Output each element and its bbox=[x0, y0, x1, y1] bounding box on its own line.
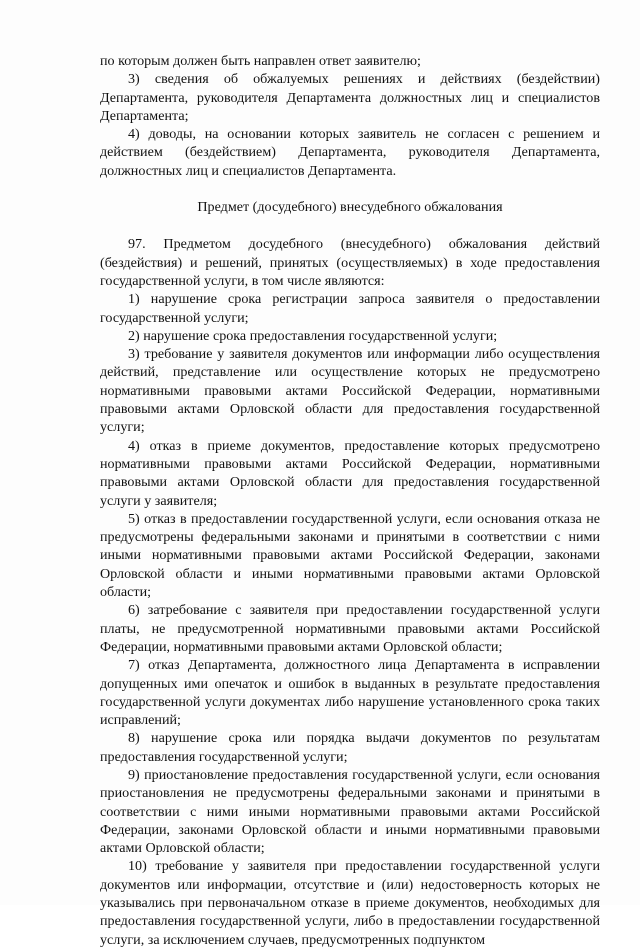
list-item-2: 2) нарушение срока предоставления государственной услуги; bbox=[128, 327, 498, 344]
list-item-8: 8) нарушение срока или порядка выдачи документов по результатам предоставления государственной услуги; bbox=[100, 730, 600, 765]
list-item-7: 7) отказ Департамента, должностного лица Департамента в исправлении допущенных ими опечаток и ошибок в выданных в результате предоставления государственной услуги документах либо нарушение установленного срока таких исправлений; bbox=[100, 657, 600, 729]
list-item-4: 4) отказ в приеме документов, предоставление которых предусмотрено нормативными правовыми актами Российской Федерации, нормативными правовыми актами Орловской области для предоставления государственной услуги у заявителя; bbox=[100, 437, 600, 509]
list-item-3: 3) требование у заявителя документов или информации либо осуществления действий, представление или осуществление которых не предусмотрено нормативными правовыми актами Российской Федерации, нормативными правовыми актами Орловской области для предоставления государственной услуги; bbox=[100, 346, 600, 436]
paragraph-item-3-appealed-decisions: 3) сведения об обжалуемых решениях и действиях (бездействии) Департамента, руководителя Департамента должностных лиц и специалистов Департамента; bbox=[100, 71, 600, 124]
list-item-5: 5) отказ в предоставлении государственной услуги, если основания отказа не предусмотрены федеральными законами и принятыми в соответствии с ними иными нормативными правовыми актами Российской Федерации, законами Орловской области и иными нормативными правовыми актами Орловской области; bbox=[100, 510, 600, 601]
list-item-1: 1) нарушение срока регистрации запроса заявителя о предоставлении государственной услуги; bbox=[100, 291, 600, 326]
list-item-10: 10) требование у заявителя при предоставлении государственной услуги документов или информации, отсутствие и (или) недостоверность которых не указывались при первоначальном отказе в приеме документов, необходимых для предоставления государственной услуги, либо в предоставлении государственной услуги, за исключением случаев, предусмотренных подпунктом bbox=[100, 858, 600, 948]
list-item-9: 9) приостановление предоставления государственной услуги, если основания приостановления не предусмотрены федеральными законами и принятыми в соответствии с ними иными нормативными правовыми актами Российской Федерации, законами Орловской области и иными нормативными правовыми актами Орловской области; bbox=[100, 766, 600, 857]
paragraph-item-4-arguments: 4) доводы, на основании которых заявитель не согласен с решением и действием (бездействием) Департамента, руководителя Департамента, должностных лиц и специалистов Департамента. bbox=[100, 126, 600, 179]
paragraph-97-subject: 97. Предметом досудебного (внесудебного) обжалования действий (бездействия) и решений, принятых (осуществляемых) в ходе предоставления государственной услуги, в том числе являются: bbox=[100, 236, 600, 289]
section-heading: Предмет (досудебного) внесудебного обжалования bbox=[197, 199, 503, 216]
document-body bbox=[100, 52, 600, 949]
paragraph-reply-address: по которым должен быть направлен ответ заявителю; bbox=[100, 53, 421, 69]
list-item-6: 6) затребование с заявителя при предоставлении государственной услуги платы, не предусмотренной нормативными правовыми актами Российской Федерации, нормативными правовыми актами Орловской области; bbox=[100, 602, 600, 655]
